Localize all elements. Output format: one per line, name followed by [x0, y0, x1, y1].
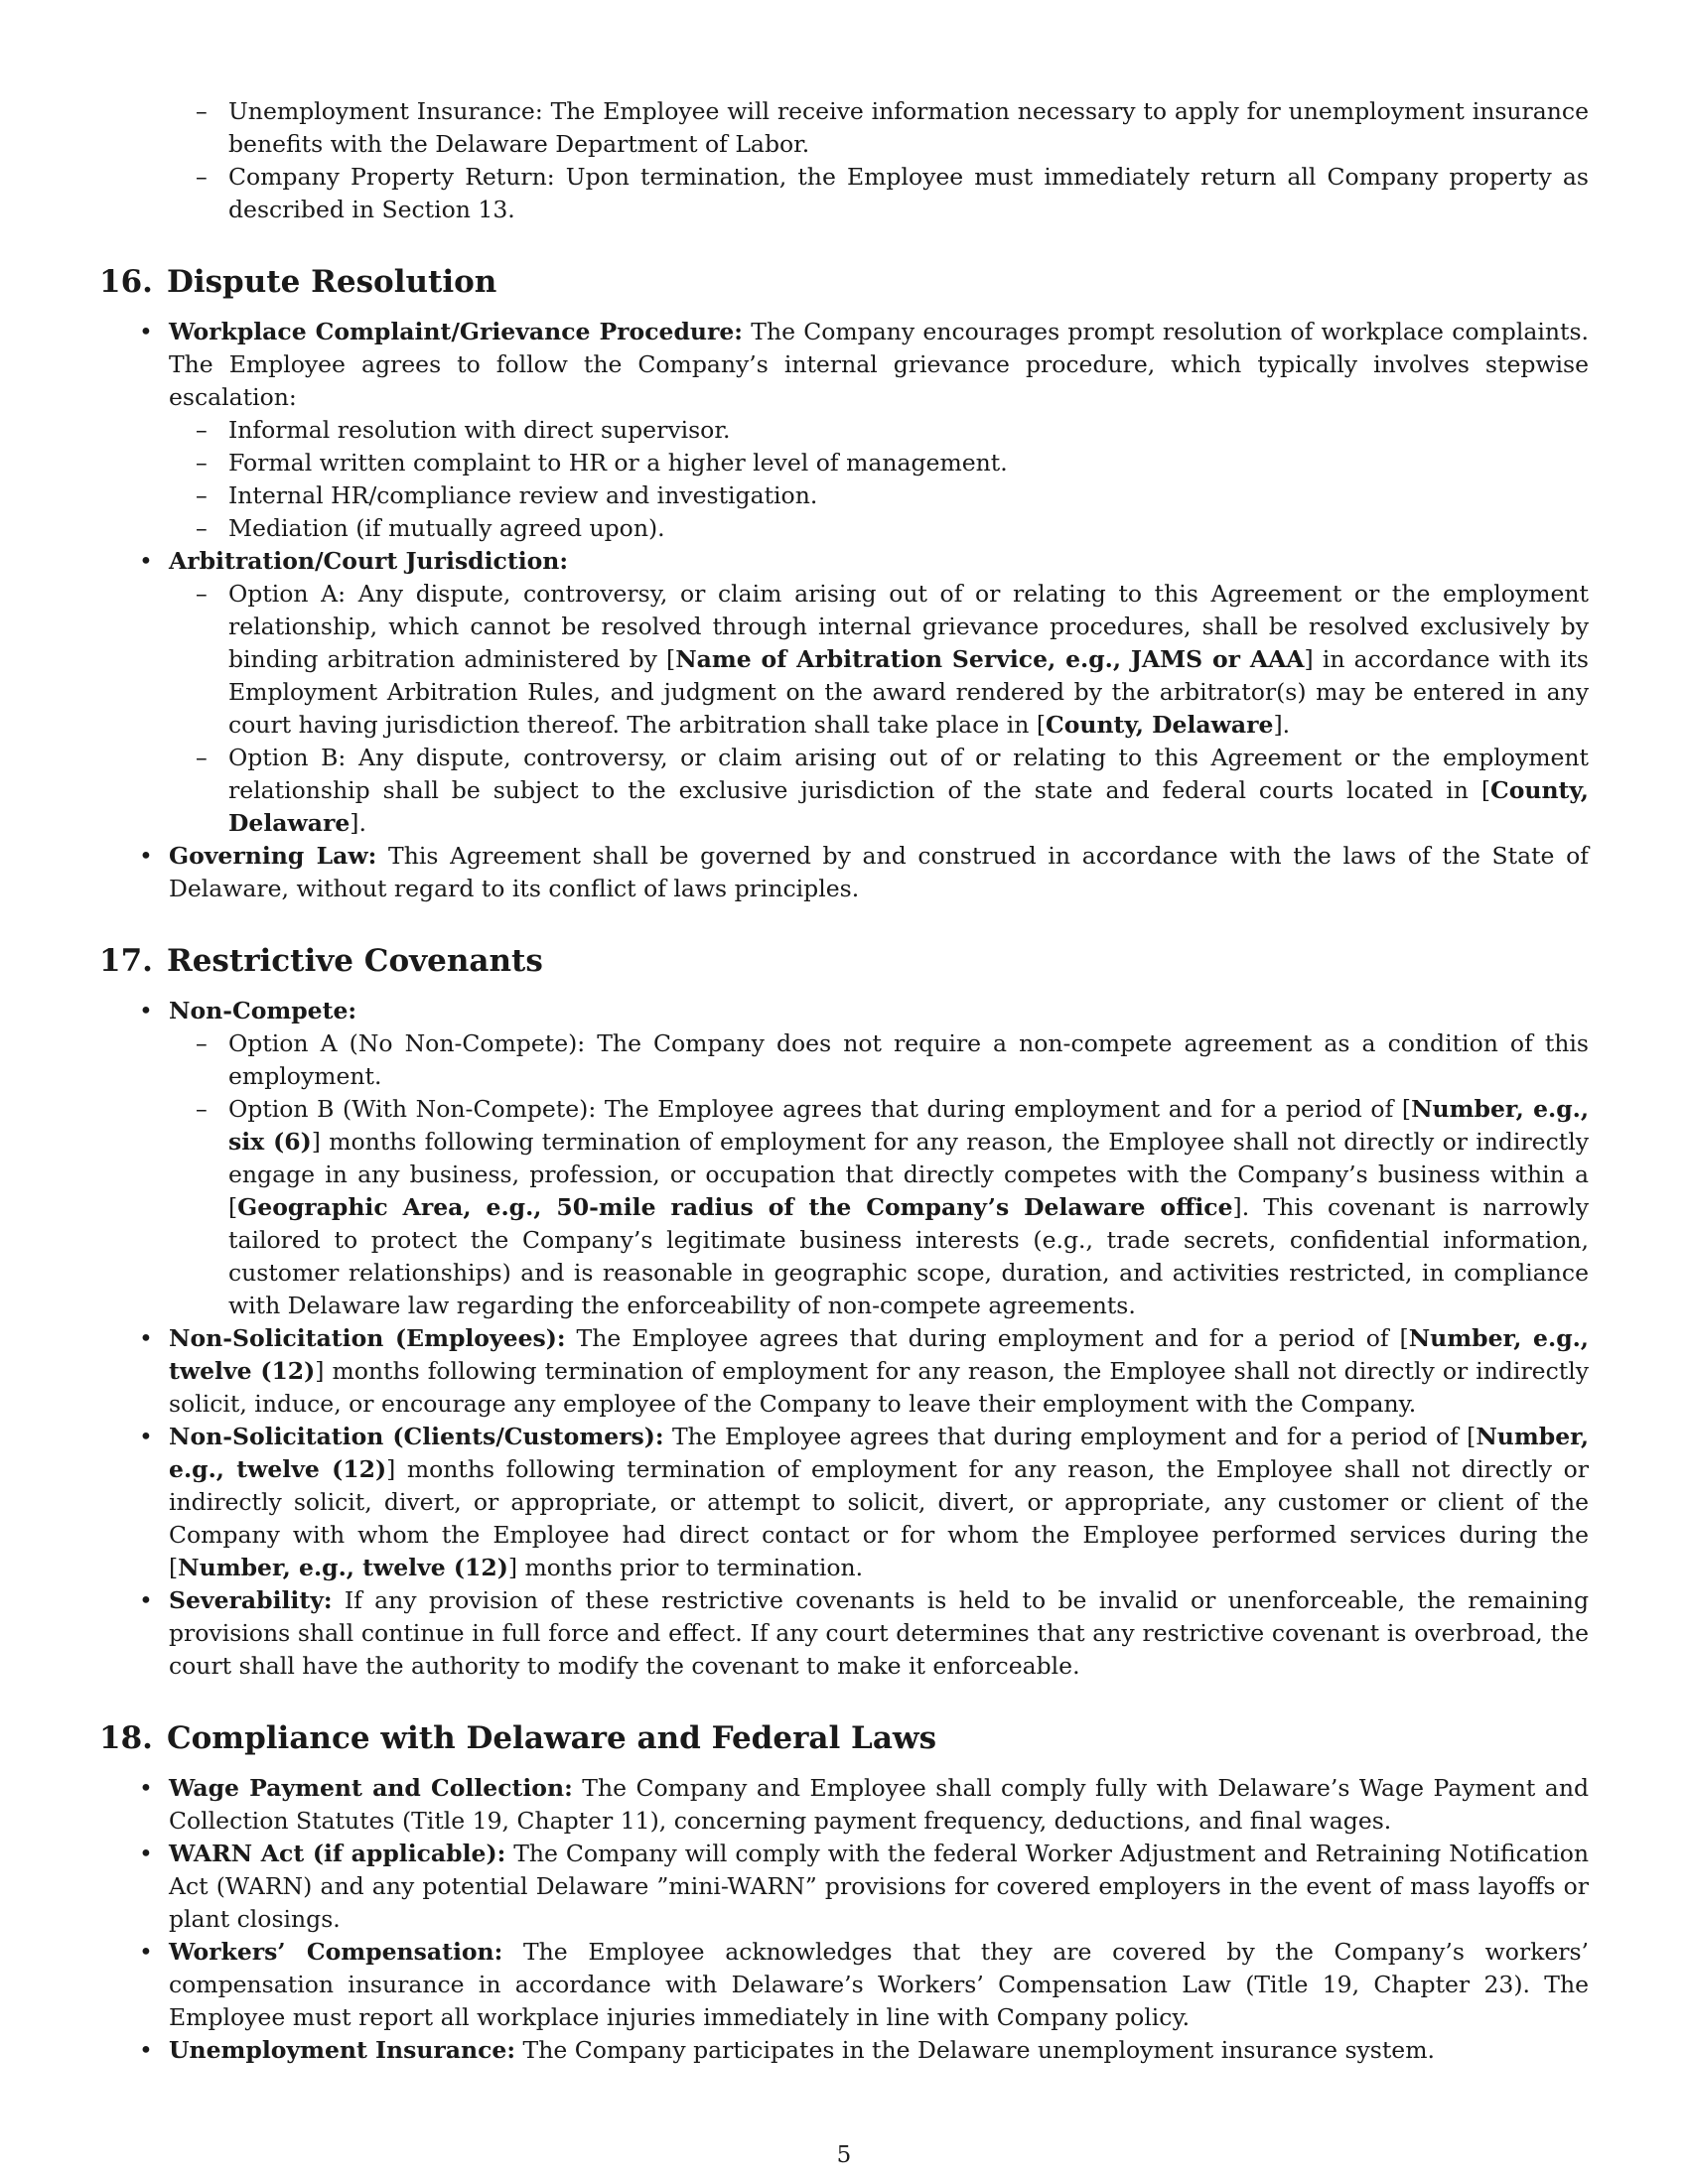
dash-bullet: –: [196, 580, 208, 608]
bullet-dot: •: [139, 1324, 153, 1352]
arbitration-options: [169, 578, 1589, 840]
dash-bullet: –: [196, 163, 208, 191]
section-title: Restrictive Covenants: [166, 943, 543, 979]
item-text: The Company and Employee shall comply fully with Delaware’s Wage Payment and Collection Statutes (Title 19, Chapter 11), concerning payment frequency, deductions, and final wages.: [169, 1774, 1589, 1835]
section-heading-18: [99, 1718, 1589, 1758]
placeholder-bold: Number, e.g., twelve (12): [169, 1324, 1589, 1385]
wage-payment-item: [99, 1772, 1589, 1838]
list-item-text: Mediation (if mutually agreed upon).: [228, 514, 665, 542]
dash-bullet: –: [196, 97, 208, 125]
non-compete-item: [99, 995, 1589, 1322]
item-text: The Company will comply with the federal Worker Adjustment and Retraining Notification Act (WARN) and any potential Delaware ”mini-WARN” provisions for covered employers in the event of mass layoffs or plant closings.: [169, 1840, 1589, 1933]
severability-item: [99, 1584, 1589, 1683]
dash-bullet: –: [196, 481, 208, 509]
bullet-dot: •: [139, 547, 153, 575]
item-label: Unemployment Insurance:: [169, 2036, 516, 2064]
bullet-dot: •: [139, 1423, 153, 1450]
dash-bullet: –: [196, 416, 208, 444]
list-item: [169, 414, 1589, 447]
list-item-text: Informal resolution with direct supervisor.: [228, 416, 731, 444]
list-item-text: Internal HR/compliance review and investigation.: [228, 481, 818, 509]
item-text: If any provision of these restrictive covenants is held to be invalid or unenforceable, the remaining provisions shall continue in full force and effect. If any court determines that any restrictive covenant is overbroad, the court shall have the authority to modify the covenant to make it enforceable.: [169, 1586, 1589, 1680]
text-run: ] months following termination of employment for any reason, the Employee shall not directly or indirectly solicit, divert, or appropriate, or attempt to solicit, divert, or appropriate, any customer or client of the Company with whom the Employee had direct contact or for whom the Employee performed services during the [: [169, 1455, 1589, 1581]
text-run: Option B: Any dispute, controversy, or claim arising out of or relating to this Agreement or the employment relationship shall be subject to the exclusive jurisdiction of the state and federal courts located in [: [228, 744, 1589, 804]
text-run: ].: [350, 809, 366, 837]
non-compete-options: [169, 1027, 1589, 1322]
section-17-list: [99, 995, 1589, 1683]
section-heading-17: [99, 941, 1589, 981]
workers-comp-item: [99, 1936, 1589, 2034]
option-b: [169, 742, 1589, 840]
item-label: Non-Solicitation (Employees):: [169, 1324, 566, 1352]
text-run: ] in accordance with its Employment Arbitration Rules, and judgment on the award rendered by the arbitrator(s) may be entered in any court having jurisdiction thereof. The arbitration shall take place in [: [228, 645, 1589, 739]
section-18-list: [99, 1772, 1589, 2067]
item-label: Severability:: [169, 1586, 333, 1614]
placeholder-bold: Number, e.g., six (6): [228, 1095, 1590, 1156]
item-text: The Company participates in the Delaware unemployment insurance system.: [522, 2036, 1435, 2064]
list-item-text: Formal written complaint to HR or a higher level of management.: [228, 449, 1008, 477]
option-b: [169, 1093, 1589, 1322]
governing-law-item: [99, 840, 1589, 905]
item-text: The Company encourages prompt resolution of workplace complaints. The Employee agrees to follow the Company’s internal grievance procedure, which typically involves stepwise escalation:: [169, 318, 1589, 411]
list-item-text: Company Property Return: Upon termination, the Employee must immediately return all Company property as described in Section 13.: [228, 163, 1589, 223]
document-page: [99, 95, 1589, 2067]
placeholder-bold: Number, e.g., twelve (12): [169, 1423, 1589, 1483]
list-item-text: Unemployment Insurance: The Employee will receive information necessary to apply for unemployment insurance benefits with the Delaware Department of Labor.: [228, 97, 1589, 158]
dash-bullet: –: [196, 1095, 208, 1123]
grievance-steps: [169, 414, 1589, 545]
item-label: Workers’ Compensation:: [169, 1938, 503, 1966]
bullet-dot: •: [139, 318, 153, 345]
bullet-dot: •: [139, 1774, 153, 1802]
list-item: [99, 95, 1589, 161]
bullet-dot: •: [139, 997, 153, 1024]
item-label: Arbitration/Court Jurisdiction:: [169, 547, 569, 575]
list-item: [169, 447, 1589, 479]
list-item: [169, 512, 1589, 545]
bullet-dot: •: [139, 1586, 153, 1614]
non-solicitation-clients-item: [99, 1421, 1589, 1584]
option-a: [169, 1027, 1589, 1093]
text-run: ] months following termination of employment for any reason, the Employee shall not directly or indirectly engage in any business, profession, or occupation that directly competes with the Company’s business within a [: [228, 1128, 1589, 1221]
unemployment-insurance-item: [99, 2034, 1589, 2067]
item-label: Non-Compete:: [169, 997, 357, 1024]
continued-list: [99, 95, 1589, 226]
text-run: The Employee agrees that during employment and for a period of [: [671, 1423, 1477, 1450]
bullet-dot: •: [139, 2036, 153, 2064]
bullet-dot: •: [139, 1840, 153, 1867]
dash-bullet: –: [196, 449, 208, 477]
placeholder-bold: Number, e.g., twelve (12): [178, 1554, 508, 1581]
dash-bullet: –: [196, 1029, 208, 1057]
placeholder-bold: County, Delaware: [228, 776, 1589, 837]
section-title: Dispute Resolution: [166, 264, 497, 300]
section-number: 18.: [99, 1720, 153, 1756]
non-solicitation-employees-item: [99, 1322, 1589, 1421]
text-run: Option A (No Non-Compete): The Company does not require a non-compete agreement as a condition of this employment.: [228, 1029, 1589, 1090]
placeholder-bold: County, Delaware: [1045, 711, 1274, 739]
item-label: WARN Act (if applicable):: [169, 1840, 506, 1867]
text-run: ].: [1273, 711, 1291, 739]
bullet-dot: •: [139, 1938, 153, 1966]
section-title: Compliance with Delaware and Federal Laws: [166, 1720, 937, 1756]
grievance-item: [99, 316, 1589, 545]
list-item: [99, 161, 1589, 226]
text-run: Option A: Any dispute, controversy, or claim arising out of or relating to this Agreement or the employment relationship, which cannot be resolved through internal grievance procedures, shall be resolved exclusively by binding arbitration administered by [: [228, 580, 1589, 673]
placeholder-bold: Geographic Area, e.g., 50-mile radius of the Company’s Delaware office: [237, 1193, 1233, 1221]
section-16-list: [99, 316, 1589, 905]
bullet-dot: •: [139, 842, 153, 870]
text-run: ] months following termination of employment for any reason, the Employee shall not directly or indirectly solicit, induce, or encourage any employee of the Company to leave their employment with the Company.: [169, 1357, 1589, 1418]
arbitration-item: [99, 545, 1589, 840]
section-number: 16.: [99, 264, 153, 300]
item-label: Non-Solicitation (Clients/Customers):: [169, 1423, 664, 1450]
text-run: The Employee agrees that during employment and for a period of [: [576, 1324, 1409, 1352]
text-run: ] months prior to termination.: [507, 1554, 864, 1581]
section-number: 17.: [99, 943, 153, 979]
page-number: 5: [836, 2142, 852, 2168]
item-label: Governing Law:: [169, 842, 377, 870]
warn-act-item: [99, 1838, 1589, 1936]
option-a: [169, 578, 1589, 742]
item-text: This Agreement shall be governed by and construed in accordance with the laws of the State of Delaware, without regard to its conflict of laws principles.: [169, 842, 1589, 902]
text-run: ]. This covenant is narrowly tailored to protect the Company’s legitimate business interests (e.g., trade secrets, confidential information, customer relationships) and is reasonable in geographic scope, duration, and activities restricted, in compliance with Delaware law regarding the enforceability of non-compete agreements.: [228, 1193, 1589, 1319]
placeholder-bold: Name of Arbitration Service, e.g., JAMS or AAA: [675, 645, 1305, 673]
list-item: [169, 479, 1589, 512]
text-run: Option B (With Non-Compete): The Employee agrees that during employment and for a period of [: [228, 1095, 1412, 1123]
item-label: Wage Payment and Collection:: [169, 1774, 573, 1802]
item-label: Workplace Complaint/Grievance Procedure:: [169, 318, 743, 345]
section-heading-16: [99, 262, 1589, 302]
dash-bullet: –: [196, 514, 208, 542]
item-text: The Employee acknowledges that they are covered by the Company’s workers’ compensation insurance in accordance with Delaware’s Workers’ Compensation Law (Title 19, Chapter 23). The Employee must report all workplace injuries immediately in line with Company policy.: [169, 1938, 1589, 2031]
dash-bullet: –: [196, 744, 208, 771]
